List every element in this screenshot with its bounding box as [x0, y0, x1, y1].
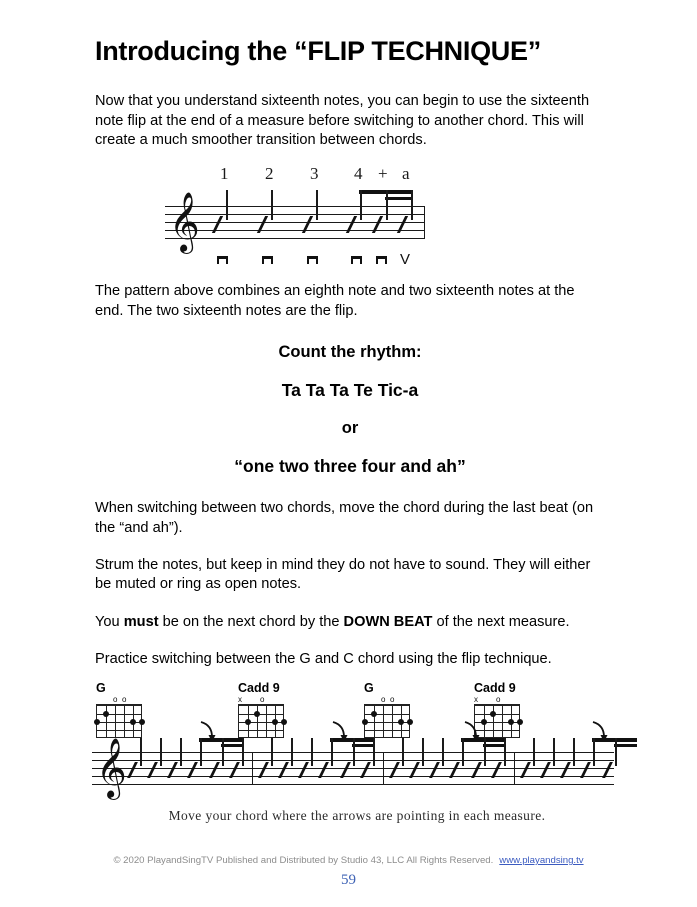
figure-caption: Move your chord where the arrows are pointing in each measure.: [168, 807, 546, 823]
note-stem: [533, 738, 535, 766]
beat-count-a: a: [402, 164, 410, 184]
page-number: 59: [341, 872, 356, 888]
note-stem: [360, 190, 362, 220]
note-stem: [462, 738, 464, 766]
open-string-marker: o: [496, 695, 501, 705]
chord-name: G: [364, 680, 374, 695]
chord-name: Cadd 9: [238, 680, 280, 695]
chord-practice-figure: [92, 682, 622, 832]
note-stem: [226, 190, 228, 220]
page-content: [95, 36, 605, 832]
finger-dot: [508, 719, 514, 725]
beat-count-2: 2: [265, 164, 274, 184]
downbeat-text-1: You: [95, 613, 124, 630]
muted-string-marker: x: [238, 695, 242, 705]
downstroke-icon: [376, 252, 387, 267]
sixteenth-beam: [483, 744, 506, 747]
string-markers: [364, 696, 410, 704]
finger-dot: [362, 719, 368, 725]
string-markers: [238, 696, 284, 704]
finger-dot: [517, 719, 523, 725]
downbeat-text-2: be on the next chord by the: [158, 613, 344, 630]
finger-dot: [398, 719, 404, 725]
finger-dot: [407, 719, 413, 725]
sixteenth-beam: [385, 197, 413, 200]
chord-diagram-g-1: [96, 682, 142, 739]
or-separator: or: [341, 419, 359, 438]
beat-count-1: 1: [220, 164, 229, 184]
page-title: Introducing the “FLIP TECHNIQUE”: [95, 36, 541, 66]
open-string-marker: o: [113, 695, 118, 705]
finger-dot: [272, 719, 278, 725]
note-stem: [180, 738, 182, 766]
barline: [383, 752, 384, 785]
finger-dot: [281, 719, 287, 725]
finger-dot: [371, 711, 377, 717]
downbeat-emphasis-downbeat: DOWN BEAT: [343, 613, 433, 630]
note-stem: [331, 738, 333, 766]
downbeat-text-3: of the next measure.: [432, 613, 570, 630]
sixteenth-beam: [614, 744, 637, 747]
note-stem: [402, 738, 404, 766]
note-stem: [411, 190, 413, 220]
fretboard-grid: [364, 704, 410, 738]
note-stem: [504, 738, 506, 766]
finger-dot: [490, 711, 496, 717]
copyright-text: © 2020 PlayandSingTV Published and Distributed by Studio 43, LLC All Rights Reserved.: [113, 855, 494, 866]
finger-dot: [139, 719, 145, 725]
note-stem: [222, 738, 224, 766]
beat-count-and: +: [378, 164, 388, 184]
chord-name: G: [96, 680, 106, 695]
muted-string-marker: x: [474, 695, 478, 705]
note-stem: [242, 738, 244, 766]
note-stem: [140, 738, 142, 766]
upstroke-icon: V: [400, 251, 411, 269]
note-stem: [316, 190, 318, 220]
rhythm-words: “one two three four and ah”: [234, 456, 466, 477]
strum-direction-row: [95, 252, 605, 274]
downstroke-icon: [351, 252, 362, 267]
footer: [0, 855, 697, 866]
downstroke-icon: [262, 252, 273, 267]
sixteenth-beam: [221, 744, 244, 747]
note-stem: [484, 738, 486, 766]
treble-clef-icon: 𝄞: [96, 737, 127, 798]
note-stem: [442, 738, 444, 766]
beat-count-row: [95, 164, 605, 186]
fretboard-grid: [238, 704, 284, 738]
note-stem: [573, 738, 575, 766]
count-the-rhythm-heading: Count the rhythm:: [278, 343, 422, 362]
note-stem: [311, 738, 313, 766]
string-markers: [96, 696, 142, 704]
beat-count-3: 3: [310, 164, 319, 184]
treble-clef-icon: 𝄞: [169, 192, 200, 253]
intro-paragraph: Now that you understand sixteenth notes, you can begin to use the sixteenth note flip at the end of a measure before switching to another chord. This will create a much smoother transition between chords.: [95, 93, 590, 149]
downstroke-icon: [217, 252, 228, 267]
note-stem: [422, 738, 424, 766]
open-string-marker: o: [260, 695, 265, 705]
rhythm-syllables: Ta Ta Ta Te Tic-a: [281, 380, 419, 401]
finger-dot: [94, 719, 100, 725]
finger-dot: [254, 711, 260, 717]
string-markers: [474, 696, 520, 704]
note-stem: [373, 738, 375, 766]
note-stem: [200, 738, 202, 766]
fretboard-grid: [96, 704, 142, 738]
note-stem: [160, 738, 162, 766]
barline: [424, 206, 425, 239]
downbeat-emphasis-must: must: [123, 613, 159, 630]
note-stem: [271, 738, 273, 766]
practice-paragraph: Practice switching between the G and C chord using the flip technique.: [95, 651, 552, 668]
finger-dot: [245, 719, 251, 725]
website-link[interactable]: www.playandsing.tv: [499, 855, 584, 866]
chord-diagram-g-2: [364, 682, 410, 739]
chord-diagram-cadd9-1: [238, 682, 284, 739]
rhythm-notation-figure: [95, 164, 605, 282]
note-stem: [353, 738, 355, 766]
note-stem: [291, 738, 293, 766]
note-stem: [593, 738, 595, 766]
after-figure-paragraph: The pattern above combines an eighth note and two sixteenth notes at the end. The two sixteenth notes are the flip.: [95, 283, 575, 319]
finger-dot: [103, 711, 109, 717]
finger-dot: [130, 719, 136, 725]
open-string-marker: o: [390, 695, 395, 705]
barline: [252, 752, 253, 785]
note-stem: [553, 738, 555, 766]
note-stem: [271, 190, 273, 220]
downstroke-icon: [307, 252, 318, 267]
note-stem: [615, 738, 617, 766]
open-string-marker: o: [122, 695, 127, 705]
downbeat-paragraph: [95, 613, 605, 632]
chord-name: Cadd 9: [474, 680, 516, 695]
sixteenth-beam: [352, 744, 375, 747]
open-string-marker: o: [381, 695, 386, 705]
barline: [514, 752, 515, 785]
note-stem: [386, 190, 388, 220]
beat-count-4: 4: [354, 164, 363, 184]
switching-paragraph: When switching between two chords, move the chord during the last beat (on the “and ah”).: [95, 500, 594, 536]
strum-paragraph: Strum the notes, but keep in mind they do not have to sound. They will either be muted or ring as open notes.: [95, 557, 591, 593]
